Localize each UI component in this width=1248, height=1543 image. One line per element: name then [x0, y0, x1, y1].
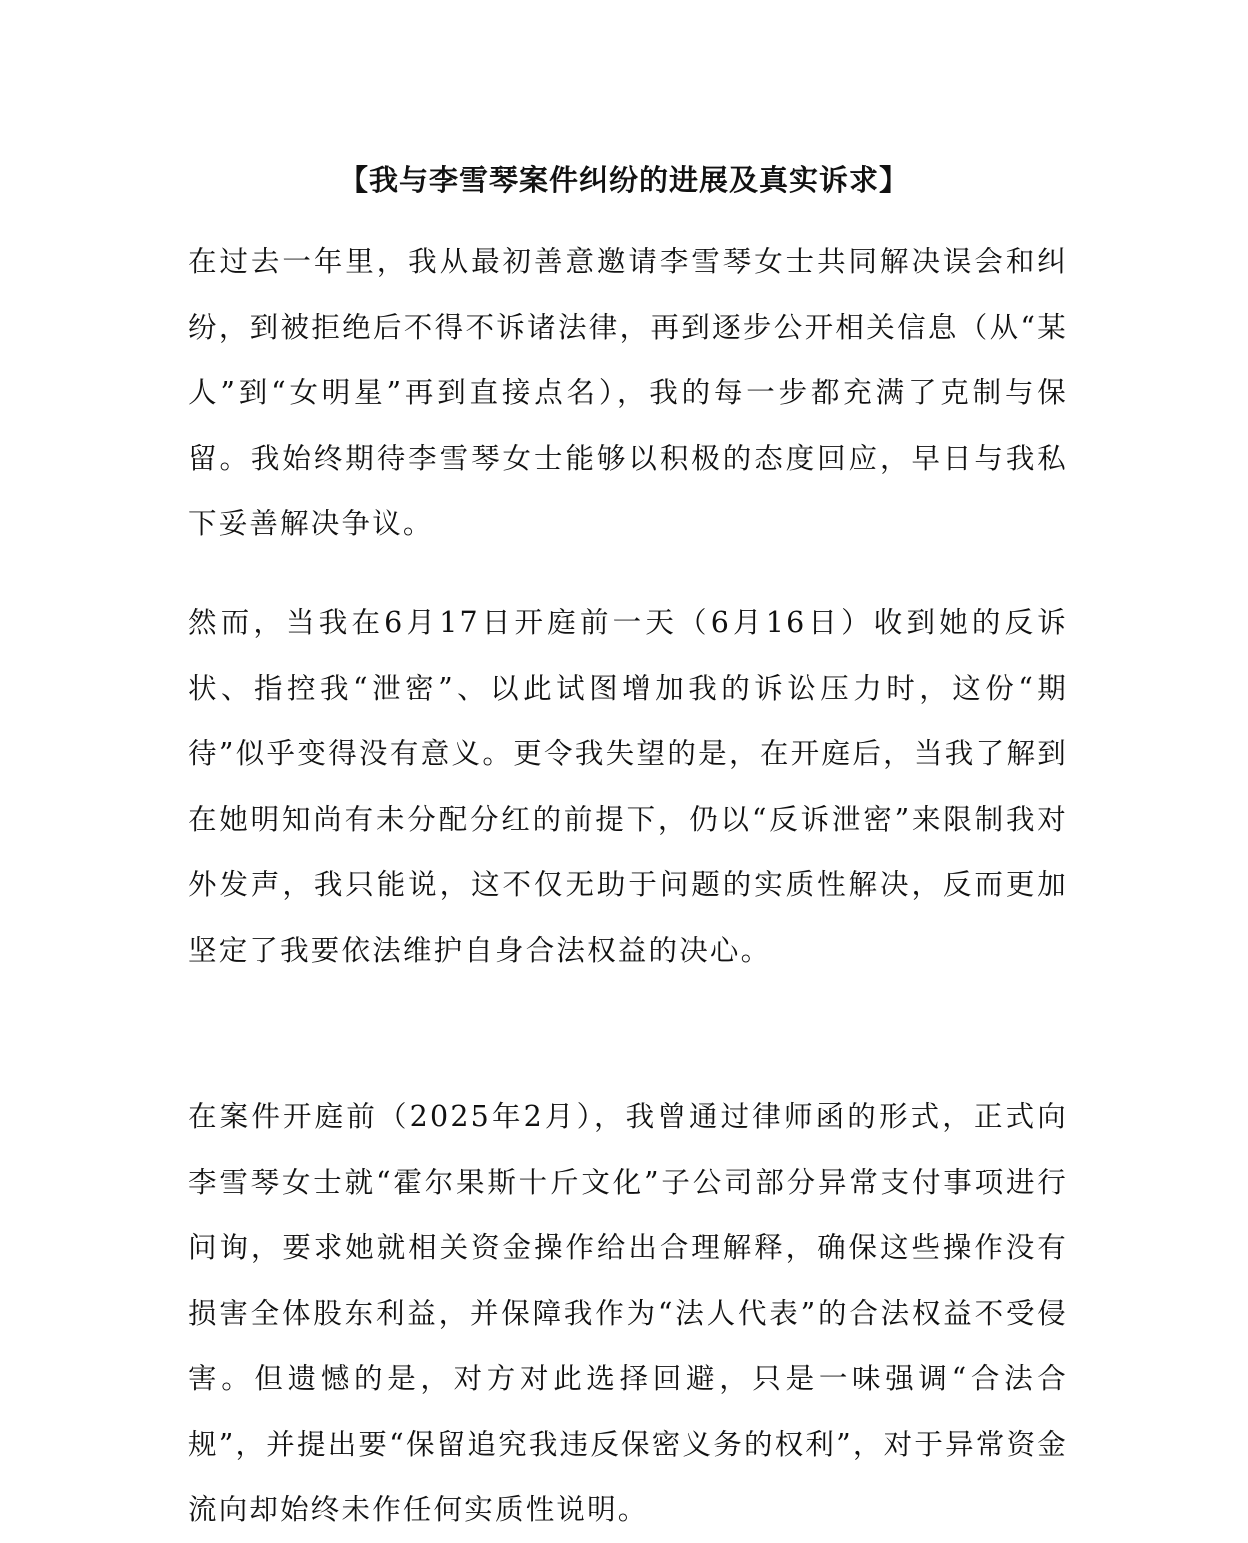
paragraph-3: 在案件开庭前（2025年2月），我曾通过律师函的形式，正式向李雪琴女士就“霍尔果斯十斤文化”子公司部分异常支付事项进行问询，要求她就相关资金操作给出合理解释，确保这些操作没有损害全体股东利益，并保障我作为“法人代表”的合法权益不受侵害。但遗憾的是，对方对此选择回避，只是一味强调“合法合规”，并提出要“保留追究我违反保密义务的权利”，对于异常资金流向却始终未作任何实质性说明。: [188, 1100, 1068, 1526]
document-title: 【我与李雪琴案件纠纷的进展及真实诉求】: [338, 163, 909, 197]
paragraph-2: 然而，当我在6月17日开庭前一天（6月16日）收到她的反诉状、指控我“泄密”、以此试图增加我的诉讼压力时，这份“期待”似乎变得没有意义。更令我失望的是，在开庭后，当我了解到在她明知尚有未分配分红的前提下，仍以“反诉泄密”来限制我对外发声，我只能说，这不仅无助于问题的实质性解决，反而更加坚定了我要依法维护自身合法权益的决心。: [188, 606, 1068, 967]
paragraph-1: 在过去一年里，我从最初善意邀请李雪琴女士共同解决误会和纠纷，到被拒绝后不得不诉诸法律，再到逐步公开相关信息（从“某人”到“女明星”再到直接点名），我的每一步都充满了克制与保留。我始终期待李雪琴女士能够以积极的态度回应，早日与我私下妥善解决争议。: [188, 245, 1068, 540]
